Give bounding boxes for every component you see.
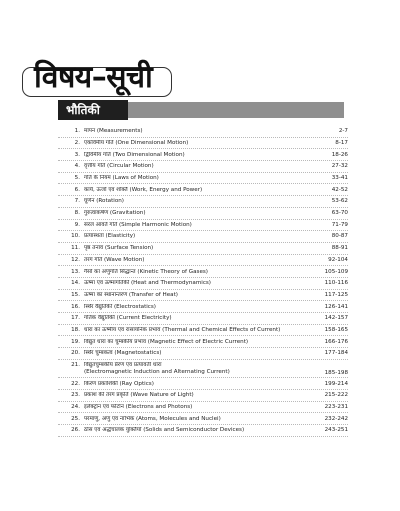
toc-entry-number: 8. bbox=[74, 210, 80, 217]
toc-entry-number: 9. bbox=[74, 221, 80, 228]
toc-entry-title bbox=[84, 392, 306, 399]
toc-entry bbox=[58, 278, 348, 290]
toc-entry-title-line: ऊष्मा का स्थानान्तरण (Transfer of Heat) bbox=[84, 291, 178, 298]
toc-entry-title bbox=[84, 163, 306, 170]
toc-entry bbox=[58, 325, 348, 337]
toc-entry-pages: 18-26 bbox=[331, 151, 348, 158]
toc-entry-pages: 199-214 bbox=[324, 380, 348, 387]
toc-entry bbox=[58, 360, 348, 379]
toc-entry bbox=[58, 220, 348, 232]
toc-entry-title-line: परमाणु, अणु एवं नाभिक (Atoms, Molecules and Nuclei) bbox=[84, 415, 221, 422]
toc-entry-title-line: प्रकाश की तरंग प्रकृति (Wave Nature of Light) bbox=[84, 392, 194, 399]
toc-entry-pages: 92-104 bbox=[328, 256, 348, 263]
toc-entry-pages: 63-70 bbox=[331, 210, 348, 217]
toc-entry-pages: 71-79 bbox=[331, 221, 348, 228]
toc-entry-number: 26. bbox=[71, 427, 80, 434]
toc-entry-number: 1. bbox=[74, 128, 80, 135]
toc-entry-title-line: तरंग गति (Wave Motion) bbox=[84, 256, 145, 263]
toc-entry-pages: 177-184 bbox=[324, 350, 348, 357]
toc-entry-number: 14. bbox=[71, 280, 80, 287]
toc-entry-number: 6. bbox=[74, 186, 80, 193]
toc-entry-title bbox=[84, 381, 306, 388]
toc-entry-title bbox=[84, 152, 306, 159]
toc-entry-title-line: सरल आवर्त गति (Simple Harmonic Motion) bbox=[84, 221, 192, 228]
toc-entry-title-line: गति के नियम (Laws of Motion) bbox=[84, 175, 159, 182]
toc-entry-number: 25. bbox=[71, 415, 80, 422]
toc-entry bbox=[58, 290, 348, 302]
toc-entry-title bbox=[84, 257, 306, 264]
toc-entry bbox=[58, 184, 348, 196]
toc-entry bbox=[58, 126, 348, 138]
toc-entry-title bbox=[84, 416, 306, 423]
toc-entry-number: 24. bbox=[71, 403, 80, 410]
toc-entry bbox=[58, 348, 348, 360]
toc-entry-title-line: धारा का ऊष्मीय एवं रासायनिक प्रभाव (Thermal and Chemical Effects of Current) bbox=[84, 326, 281, 333]
toc-entry-pages: 117-125 bbox=[324, 291, 348, 298]
toc-entry-pages: 223-231 bbox=[324, 403, 348, 410]
toc-entry-number: 23. bbox=[71, 392, 80, 399]
toc-entry-number: 17. bbox=[71, 315, 80, 322]
toc-entry-title-line: विद्युत धारा का चुम्बकीय प्रभाव (Magnetic Effect of Electric Current) bbox=[84, 338, 249, 345]
toc-entry-pages: 33-41 bbox=[331, 175, 348, 182]
toc-entry-number: 3. bbox=[74, 151, 80, 158]
toc-entry-pages: 8-17 bbox=[335, 139, 348, 146]
toc-entry bbox=[58, 390, 348, 402]
toc-entry-pages: 166-176 bbox=[324, 338, 348, 345]
toc-entry-pages: 110-116 bbox=[324, 280, 348, 287]
toc-entry-title bbox=[84, 269, 306, 276]
toc-entry-pages: 158-165 bbox=[324, 326, 348, 333]
toc-entry-number: 7. bbox=[74, 198, 80, 205]
toc-entry-title-line: पृष्ठ तनाव (Surface Tension) bbox=[84, 245, 154, 252]
toc-entry-title bbox=[84, 233, 306, 240]
toc-entry-pages: 2-7 bbox=[338, 128, 348, 135]
toc-entry-title bbox=[84, 187, 306, 194]
toc-entry bbox=[58, 336, 348, 348]
toc-entry bbox=[58, 161, 348, 173]
toc-entry-number: 10. bbox=[71, 233, 80, 240]
toc-entry-title-line: एकविमीय गति (One Dimensional Motion) bbox=[84, 139, 189, 146]
toc-entry-title-line: ऊष्मा एवं ऊष्मागतिकी (Heat and Thermodynamics) bbox=[84, 280, 211, 287]
toc-entry bbox=[58, 196, 348, 208]
toc-entry-pages: 80-87 bbox=[331, 233, 348, 240]
toc-entry-number: 5. bbox=[74, 175, 80, 182]
toc-entry-title bbox=[84, 128, 306, 135]
section-title: भौतिकी bbox=[58, 100, 128, 120]
toc-entry-title bbox=[84, 315, 306, 322]
toc-entry-title-line: (Electromagnetic Induction and Alternating Current) bbox=[84, 369, 230, 376]
toc-entry-title bbox=[84, 140, 306, 147]
toc-entry-pages: 27-32 bbox=[331, 163, 348, 170]
toc-entry-title-line: इलेक्ट्रॉन एवं फोटॉन (Electrons and Photons) bbox=[84, 403, 193, 410]
toc-entry-number: 13. bbox=[71, 268, 80, 275]
toc-entry-title-line: विद्युतचुम्बकीय प्रेरण एवं प्रत्यावर्ती धारा bbox=[84, 362, 162, 369]
toc-entry bbox=[58, 231, 348, 243]
toc-entry-title bbox=[84, 210, 306, 217]
toc-entry-pages: 53-62 bbox=[331, 198, 348, 205]
toc-entry-number: 15. bbox=[71, 291, 80, 298]
toc-entry-title bbox=[84, 245, 306, 252]
toc-entry-title bbox=[84, 175, 306, 182]
toc-entry-title-line: मापन (Measurements) bbox=[84, 128, 143, 135]
toc-entry-title bbox=[84, 427, 306, 434]
toc-entry-number: 22. bbox=[71, 380, 80, 387]
toc-entry-title-line: स्थिर चुम्बकत्व (Magnetostatics) bbox=[84, 350, 162, 357]
toc-entry bbox=[58, 378, 348, 390]
toc-entry bbox=[58, 149, 348, 161]
toc-entry-title bbox=[84, 327, 306, 334]
toc-entry-title-line: गैसों का अणुगति सिद्धान्त (Kinetic Theory of Gases) bbox=[84, 268, 208, 275]
toc-entry-pages: 88-91 bbox=[331, 245, 348, 252]
toc-entry bbox=[58, 402, 348, 414]
toc-entry-title bbox=[84, 304, 306, 311]
toc-entry bbox=[58, 425, 348, 437]
toc-entry-pages: 42-52 bbox=[331, 186, 348, 193]
toc-entry-title-line: कार्य, ऊर्जा एवं शक्ति (Work, Energy and Power) bbox=[84, 186, 203, 193]
toc-entry-title bbox=[84, 222, 306, 229]
toc-entry-title bbox=[84, 292, 306, 299]
toc-entry-pages: 142-157 bbox=[324, 315, 348, 322]
toc-entry-title bbox=[84, 404, 306, 411]
toc-entry-number: 11. bbox=[71, 245, 80, 252]
toc-entry-title-line: वृत्तीय गति (Circular Motion) bbox=[84, 163, 154, 170]
toc-entry-title bbox=[84, 339, 306, 346]
toc-entry-title bbox=[84, 362, 306, 376]
toc-entry bbox=[58, 208, 348, 220]
toc-entry-title-line: घूर्णन (Rotation) bbox=[84, 198, 124, 205]
toc-entry-pages: 215-222 bbox=[324, 392, 348, 399]
toc-entry-number: 4. bbox=[74, 163, 80, 170]
toc-entry-pages: 126-141 bbox=[324, 303, 348, 310]
toc-entry-title-line: किरण प्रकाशिकी (Ray Optics) bbox=[84, 380, 154, 387]
toc-entry bbox=[58, 413, 348, 425]
toc-entry-title bbox=[84, 198, 306, 205]
toc-entry-title-line: गुरुत्वाकर्षण (Gravitation) bbox=[84, 210, 146, 217]
toc-entry-title-line: स्थिर वैद्युतिकी (Electrostatics) bbox=[84, 303, 156, 310]
toc-entry-title-line: गतिक वैद्युतिकी (Current Electricity) bbox=[84, 315, 172, 322]
toc-entry-number: 19. bbox=[71, 338, 80, 345]
toc-entry-title bbox=[84, 280, 306, 287]
toc-entry-pages: 185-198 bbox=[324, 369, 348, 376]
page-title: विषय–सूची bbox=[34, 60, 153, 95]
toc-entry-pages: 232-242 bbox=[324, 415, 348, 422]
toc-entry-title-line: द्विविमीय गति (Two Dimensional Motion) bbox=[84, 151, 185, 158]
toc-entry-number: 18. bbox=[71, 326, 80, 333]
toc-entry bbox=[58, 313, 348, 325]
toc-entry-number: 21. bbox=[71, 362, 80, 369]
toc-entry-number: 20. bbox=[71, 350, 80, 357]
toc-entry bbox=[58, 243, 348, 255]
toc-entry-pages: 243-251 bbox=[324, 427, 348, 434]
toc-entry-number: 16. bbox=[71, 303, 80, 310]
toc-entry bbox=[58, 266, 348, 278]
toc-entry bbox=[58, 301, 348, 313]
toc-entry-title bbox=[84, 350, 306, 357]
toc-entry-title-line: प्रत्यास्थता (Elasticity) bbox=[84, 233, 136, 240]
table-of-contents bbox=[58, 126, 348, 437]
toc-entry-number: 2. bbox=[74, 139, 80, 146]
toc-entry-title-line: ठोस एवं अर्द्धचालक युक्तियाँ (Solids and Semiconductor Devices) bbox=[84, 427, 245, 434]
toc-entry-number: 12. bbox=[71, 256, 80, 263]
toc-entry bbox=[58, 173, 348, 185]
toc-entry-pages: 105-109 bbox=[324, 268, 348, 275]
toc-entry bbox=[58, 255, 348, 267]
toc-entry bbox=[58, 138, 348, 150]
